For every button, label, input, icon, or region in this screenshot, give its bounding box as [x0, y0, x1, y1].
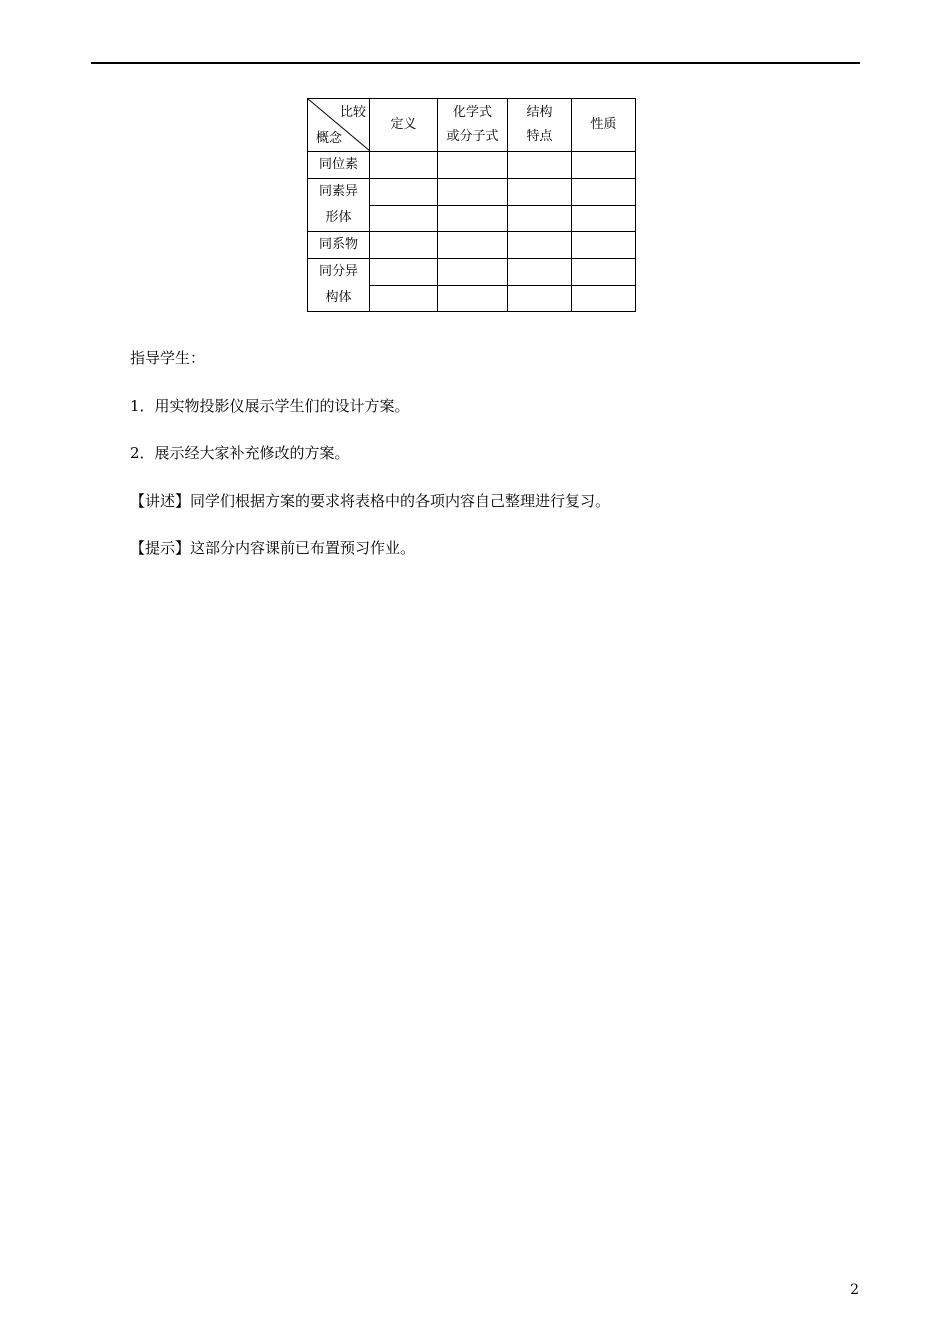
table-cell [508, 179, 572, 206]
table-row [308, 152, 636, 179]
header-text: 定义 [390, 117, 417, 132]
row-label-text: 同分异 [318, 264, 358, 279]
table-cell [370, 205, 438, 232]
table-cell [508, 259, 572, 286]
diagonal-header-cell [308, 99, 370, 152]
header-text: 或分子式 [446, 129, 499, 144]
table-cell [438, 259, 508, 286]
table-row [308, 179, 636, 206]
table-cell [438, 232, 508, 259]
header-structure [508, 99, 572, 152]
table-cell [438, 179, 508, 206]
table-cell [508, 285, 572, 312]
header-formula [438, 99, 508, 152]
paragraph-guide-students: 指导学生： [130, 349, 206, 367]
table-row [308, 259, 636, 286]
table-cell [508, 232, 572, 259]
table-cell [572, 205, 636, 232]
row-label-allotrope [308, 179, 370, 232]
row-label-text: 同素异 [318, 184, 358, 199]
table-cell [438, 205, 508, 232]
header-text: 性质 [590, 117, 617, 132]
row-label-text: 形体 [325, 210, 352, 225]
paragraph-step-2: 2．展示经大家补充修改的方案。 [130, 444, 350, 462]
header-text: 结构 [526, 105, 553, 120]
header-text: 特点 [526, 129, 553, 144]
table-cell [508, 152, 572, 179]
row-label-isomer [308, 259, 370, 312]
paragraph-explanation: 【讲述】同学们根据方案的要求将表格中的各项内容自己整理进行复习。 [130, 492, 611, 510]
table-cell [572, 259, 636, 286]
table-cell [572, 179, 636, 206]
corner-top-label: 比较 [339, 105, 366, 120]
page-number: 2 [850, 1282, 859, 1298]
corner-bottom-label: 概念 [316, 131, 343, 146]
table-cell [572, 152, 636, 179]
row-label-homolog [308, 232, 370, 259]
row-label-text: 同位素 [318, 157, 358, 172]
row-label-text: 构体 [325, 290, 352, 305]
table-header-row [308, 99, 636, 152]
paragraph-step-1: 1．用实物投影仪展示学生们的设计方案。 [130, 397, 410, 415]
comparison-table [307, 98, 636, 312]
table-cell [572, 232, 636, 259]
table-cell [438, 285, 508, 312]
header-properties [572, 99, 636, 152]
header-definition [370, 99, 438, 152]
table-cell [370, 232, 438, 259]
table-cell [572, 285, 636, 312]
row-label-isotope [308, 152, 370, 179]
table-cell [370, 285, 438, 312]
paragraph-hint: 【提示】这部分内容课前已布置预习作业。 [130, 539, 416, 557]
table-row [308, 232, 636, 259]
table-cell [370, 259, 438, 286]
table-cell [438, 152, 508, 179]
table-cell [370, 179, 438, 206]
header-rule [91, 62, 860, 64]
table-cell [370, 152, 438, 179]
table-cell [508, 205, 572, 232]
row-label-text: 同系物 [318, 237, 358, 252]
header-text: 化学式 [452, 105, 492, 120]
